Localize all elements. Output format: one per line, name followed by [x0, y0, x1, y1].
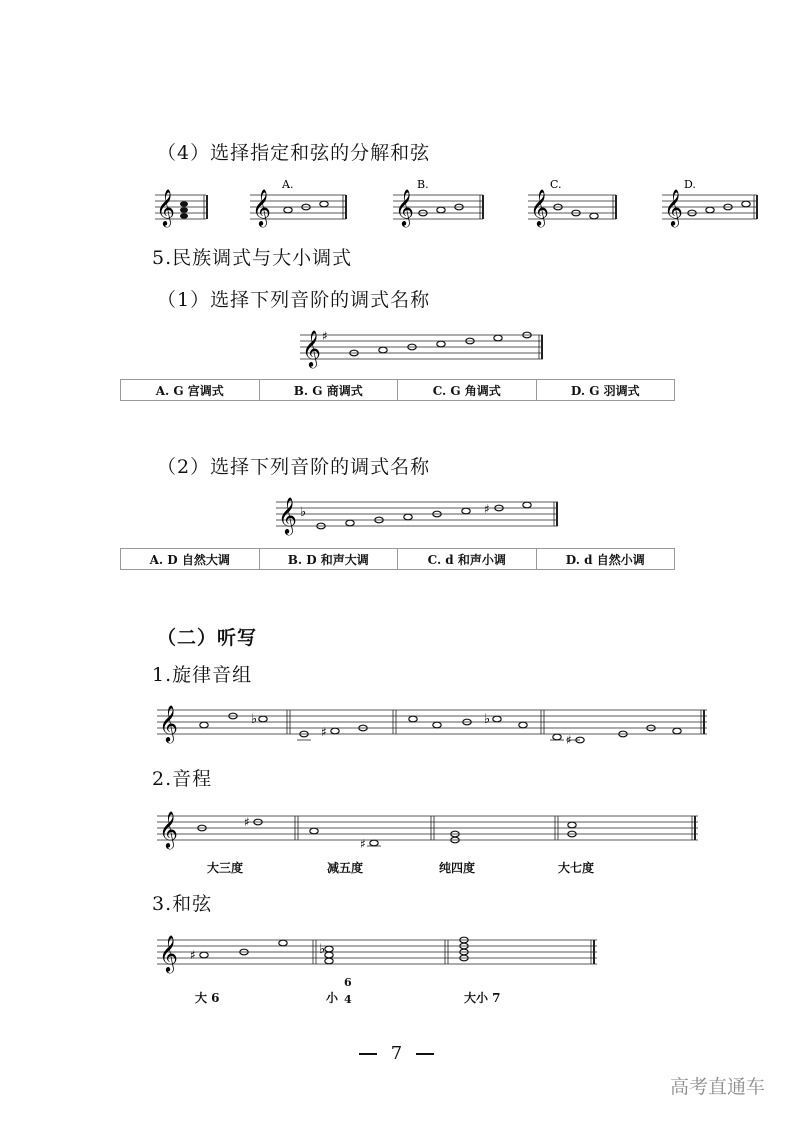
treble-clef-icon: 𝄞 — [302, 329, 321, 367]
chord-label: 大 6 — [195, 991, 220, 1005]
treble-clef-icon: 𝄞 — [159, 704, 178, 742]
flat-icon: ♭ — [319, 942, 326, 957]
figured-bass-bottom: 4 — [344, 993, 352, 1006]
q4-option-a-staff — [250, 178, 346, 227]
note — [180, 207, 188, 213]
treble-clef-icon: 𝄞 — [156, 188, 175, 226]
sharp-icon: ♯ — [360, 837, 366, 851]
q4-staves — [0, 170, 793, 230]
q5-1-heading: （1）选择下列音阶的调式名称 — [157, 289, 431, 311]
sharp-icon: ♯ — [321, 725, 327, 739]
page-number: 7 — [0, 1043, 793, 1064]
dict3-heading: 3.和弦 — [152, 893, 213, 915]
watermark: 高考直通车 — [669, 1076, 765, 1098]
interval-label: 减五度 — [327, 861, 364, 875]
dict3-staff — [157, 928, 600, 980]
note — [180, 213, 188, 219]
sharp-icon: ♯ — [244, 815, 250, 829]
treble-clef-icon: 𝄞 — [664, 188, 683, 226]
treble-clef-icon: 𝄞 — [278, 496, 297, 534]
interval-label: 大三度 — [207, 861, 244, 875]
dict1-staff — [157, 698, 710, 750]
option-b[interactable]: B. D 和声大调 — [260, 549, 399, 569]
part2-heading: （二）听写 — [157, 627, 258, 649]
dict2-staff — [157, 804, 702, 856]
dict2-heading: 2.音程 — [152, 768, 213, 790]
treble-clef-icon: 𝄞 — [252, 188, 271, 226]
flat-icon: ♭ — [300, 505, 307, 520]
q5-1-options — [120, 379, 675, 401]
sharp-icon: ♯ — [484, 502, 490, 516]
option-d[interactable]: D. G 羽调式 — [570, 383, 640, 398]
q4-option-c-staff — [528, 178, 616, 227]
sharp-icon: ♯ — [190, 948, 196, 962]
option-label: D. — [684, 178, 696, 191]
dict1-heading: 1.旋律音组 — [152, 664, 253, 686]
q5-2-heading: （2）选择下列音阶的调式名称 — [157, 456, 431, 478]
flat-icon: ♭ — [251, 712, 258, 727]
option-a[interactable]: A. G 宫调式 — [121, 380, 260, 400]
option-d[interactable]: D. d 自然小调 — [565, 552, 645, 567]
option-c[interactable]: C. d 和声小调 — [398, 549, 537, 569]
sharp-icon: ♯ — [322, 329, 328, 343]
chord-label: 大小 7 — [464, 991, 501, 1005]
treble-clef-icon: 𝄞 — [530, 188, 549, 226]
chord-label: 小 — [326, 991, 339, 1005]
q5-heading: 5.民族调式与大小调式 — [152, 247, 353, 269]
option-c[interactable]: C. G 角调式 — [398, 380, 537, 400]
q5-1-scale-staff — [300, 322, 545, 372]
treble-clef-icon: 𝄞 — [395, 188, 414, 226]
treble-clef-icon: 𝄞 — [159, 934, 178, 972]
q5-2-options — [120, 548, 675, 570]
interval-label: 大七度 — [558, 861, 595, 875]
q4-given-chord-staff — [155, 188, 207, 227]
q4-option-d-staff — [662, 178, 757, 227]
q5-2-scale-staff — [276, 492, 561, 538]
interval-label: 纯四度 — [439, 861, 476, 875]
treble-clef-icon: 𝄞 — [159, 810, 178, 848]
figured-bass-top: 6 — [344, 976, 352, 989]
option-a[interactable]: A. D 自然大调 — [121, 549, 260, 569]
option-label: C. — [550, 178, 562, 191]
q4-option-b-staff — [393, 178, 483, 227]
option-label: A. — [282, 178, 294, 191]
option-label: B. — [417, 178, 429, 191]
note — [180, 201, 188, 207]
flat-icon: ♭ — [484, 712, 491, 727]
sharp-icon: ♯ — [566, 733, 572, 747]
q4-heading: （4）选择指定和弦的分解和弦 — [157, 142, 431, 164]
option-b[interactable]: B. G 商调式 — [260, 380, 399, 400]
